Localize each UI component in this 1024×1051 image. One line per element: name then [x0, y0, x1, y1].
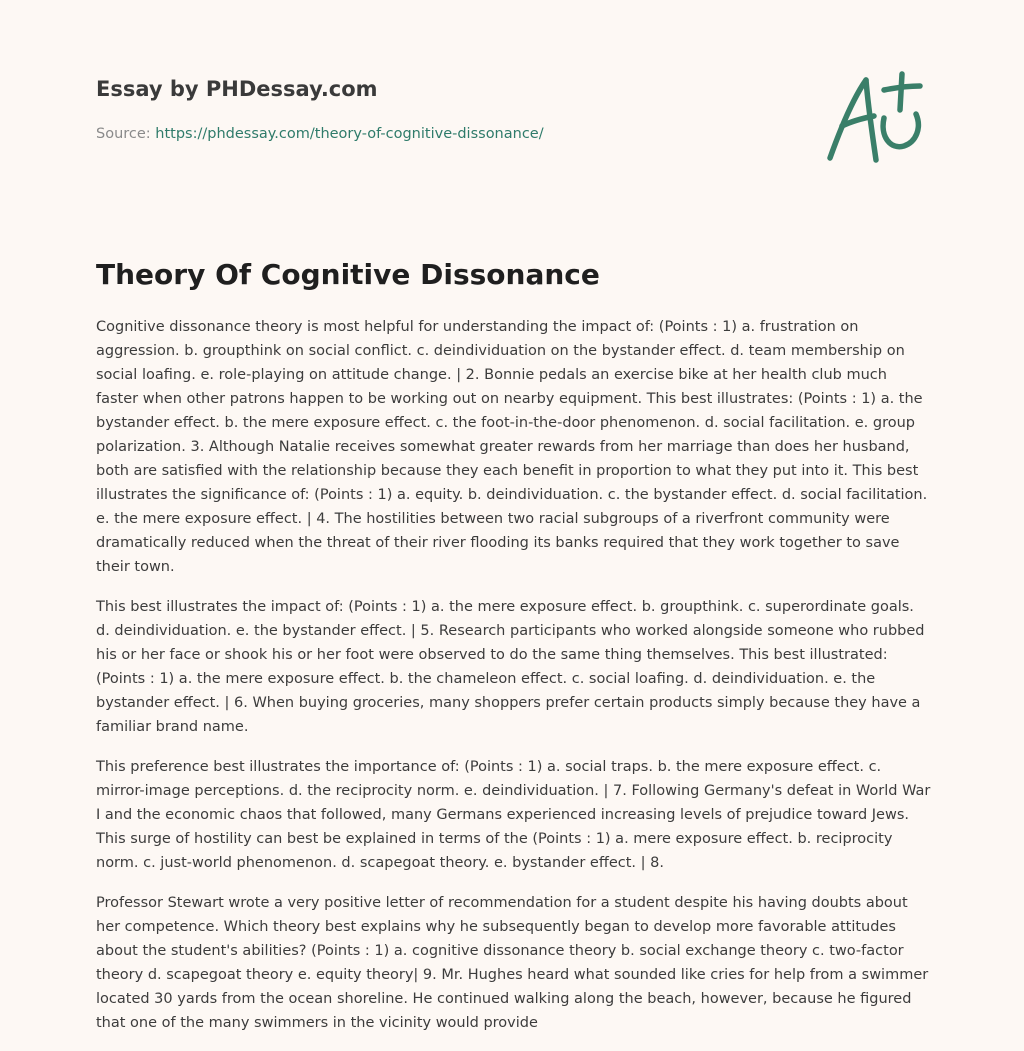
page-header — [96, 74, 696, 144]
essay-body — [96, 315, 932, 1051]
a-plus-grade-icon — [818, 66, 934, 168]
essay-paragraph: This best illustrates the impact of: (Points : 1) a. the mere exposure effect. b. groupthink. c. superordinate goals. d. deindividuation. e. the bystander effect. | 5. Research participants who worked alongside someone who rubbed his or her face or shook his or her foot were observed to do the same thing themselves. This best illustrated: (Points : 1) a. the mere exposure effect. b. the chameleon effect. c. social loafing. d. deindividuation. e. the bystander effect. | 6. When buying groceries, many shoppers prefer certain products simply because they have a familiar brand name. — [96, 599, 925, 735]
essay-title: Theory Of Cognitive Dissonance — [96, 258, 600, 291]
essay-paragraph: This preference best illustrates the importance of: (Points : 1) a. social traps. b. the mere exposure effect. c. mirror-image perceptions. d. the reciprocity norm. e. deindividuation. | 7. Following Germany's defeat in World War I and the economic chaos that followed, many Germans experienced increasing levels of prejudice toward Jews. This surge of hostility can best be explained in terms of the (Points : 1) a. mere exposure effect. b. reciprocity norm. c. just-world phenomenon. d. scapegoat theory. e. bystander effect. | 8. — [96, 759, 931, 871]
essay-paragraph: Professor Stewart wrote a very positive letter of recommendation for a student despite his having doubts about her competence. Which theory best explains why he subsequently began to develop more favorable attitudes about the student's abilities? (Points : 1) a. cognitive dissonance theory b. social exchange theory c. two-factor theory d. scapegoat theory e. equity theory| 9. Mr. Hughes heard what sounded like cries for help from a swimmer located 30 yards from the ocean shoreline. He continued walking along the beach, however, because he figured that one of the many swimmers in the vicinity would provide — [96, 895, 929, 1031]
essay-paragraph: Cognitive dissonance theory is most helpful for understanding the impact of: (Points : 1) a. frustration on aggression. b. groupthink on social conflict. c. deindividuation on the bystander effect. d. team membership on social loafing. e. role-playing on attitude change. | 2. Bonnie pedals an exercise bike at her health club much faster when other patrons happen to be working out on nearby equipment. This best illustrates: (Points : 1) a. the bystander effect. b. the mere exposure effect. c. the foot-in-the-door phenomenon. d. social facilitation. e. group polarization. 3. Although Natalie receives somewhat greater rewards from her marriage than does her husband, both are satisfied with the relationship because they each benefit in proportion to what they put into it. This best illustrates the significance of: (Points : 1) a. equity. b. deindividuation. c. the bystander effect. d. social facilitation. e. the mere exposure effect. | 4. The hostilities between two racial subgroups of a riverfront community were dramatically reduced when the threat of their river flooding its banks required that they work together to save their town. — [96, 319, 928, 575]
source-link[interactable]: https://phdessay.com/theory-of-cognitive-dissonance/ — [155, 126, 544, 142]
site-brand: Essay by PHDessay.com — [96, 77, 378, 101]
source-label: Source: — [96, 126, 156, 142]
source-line — [96, 124, 696, 144]
